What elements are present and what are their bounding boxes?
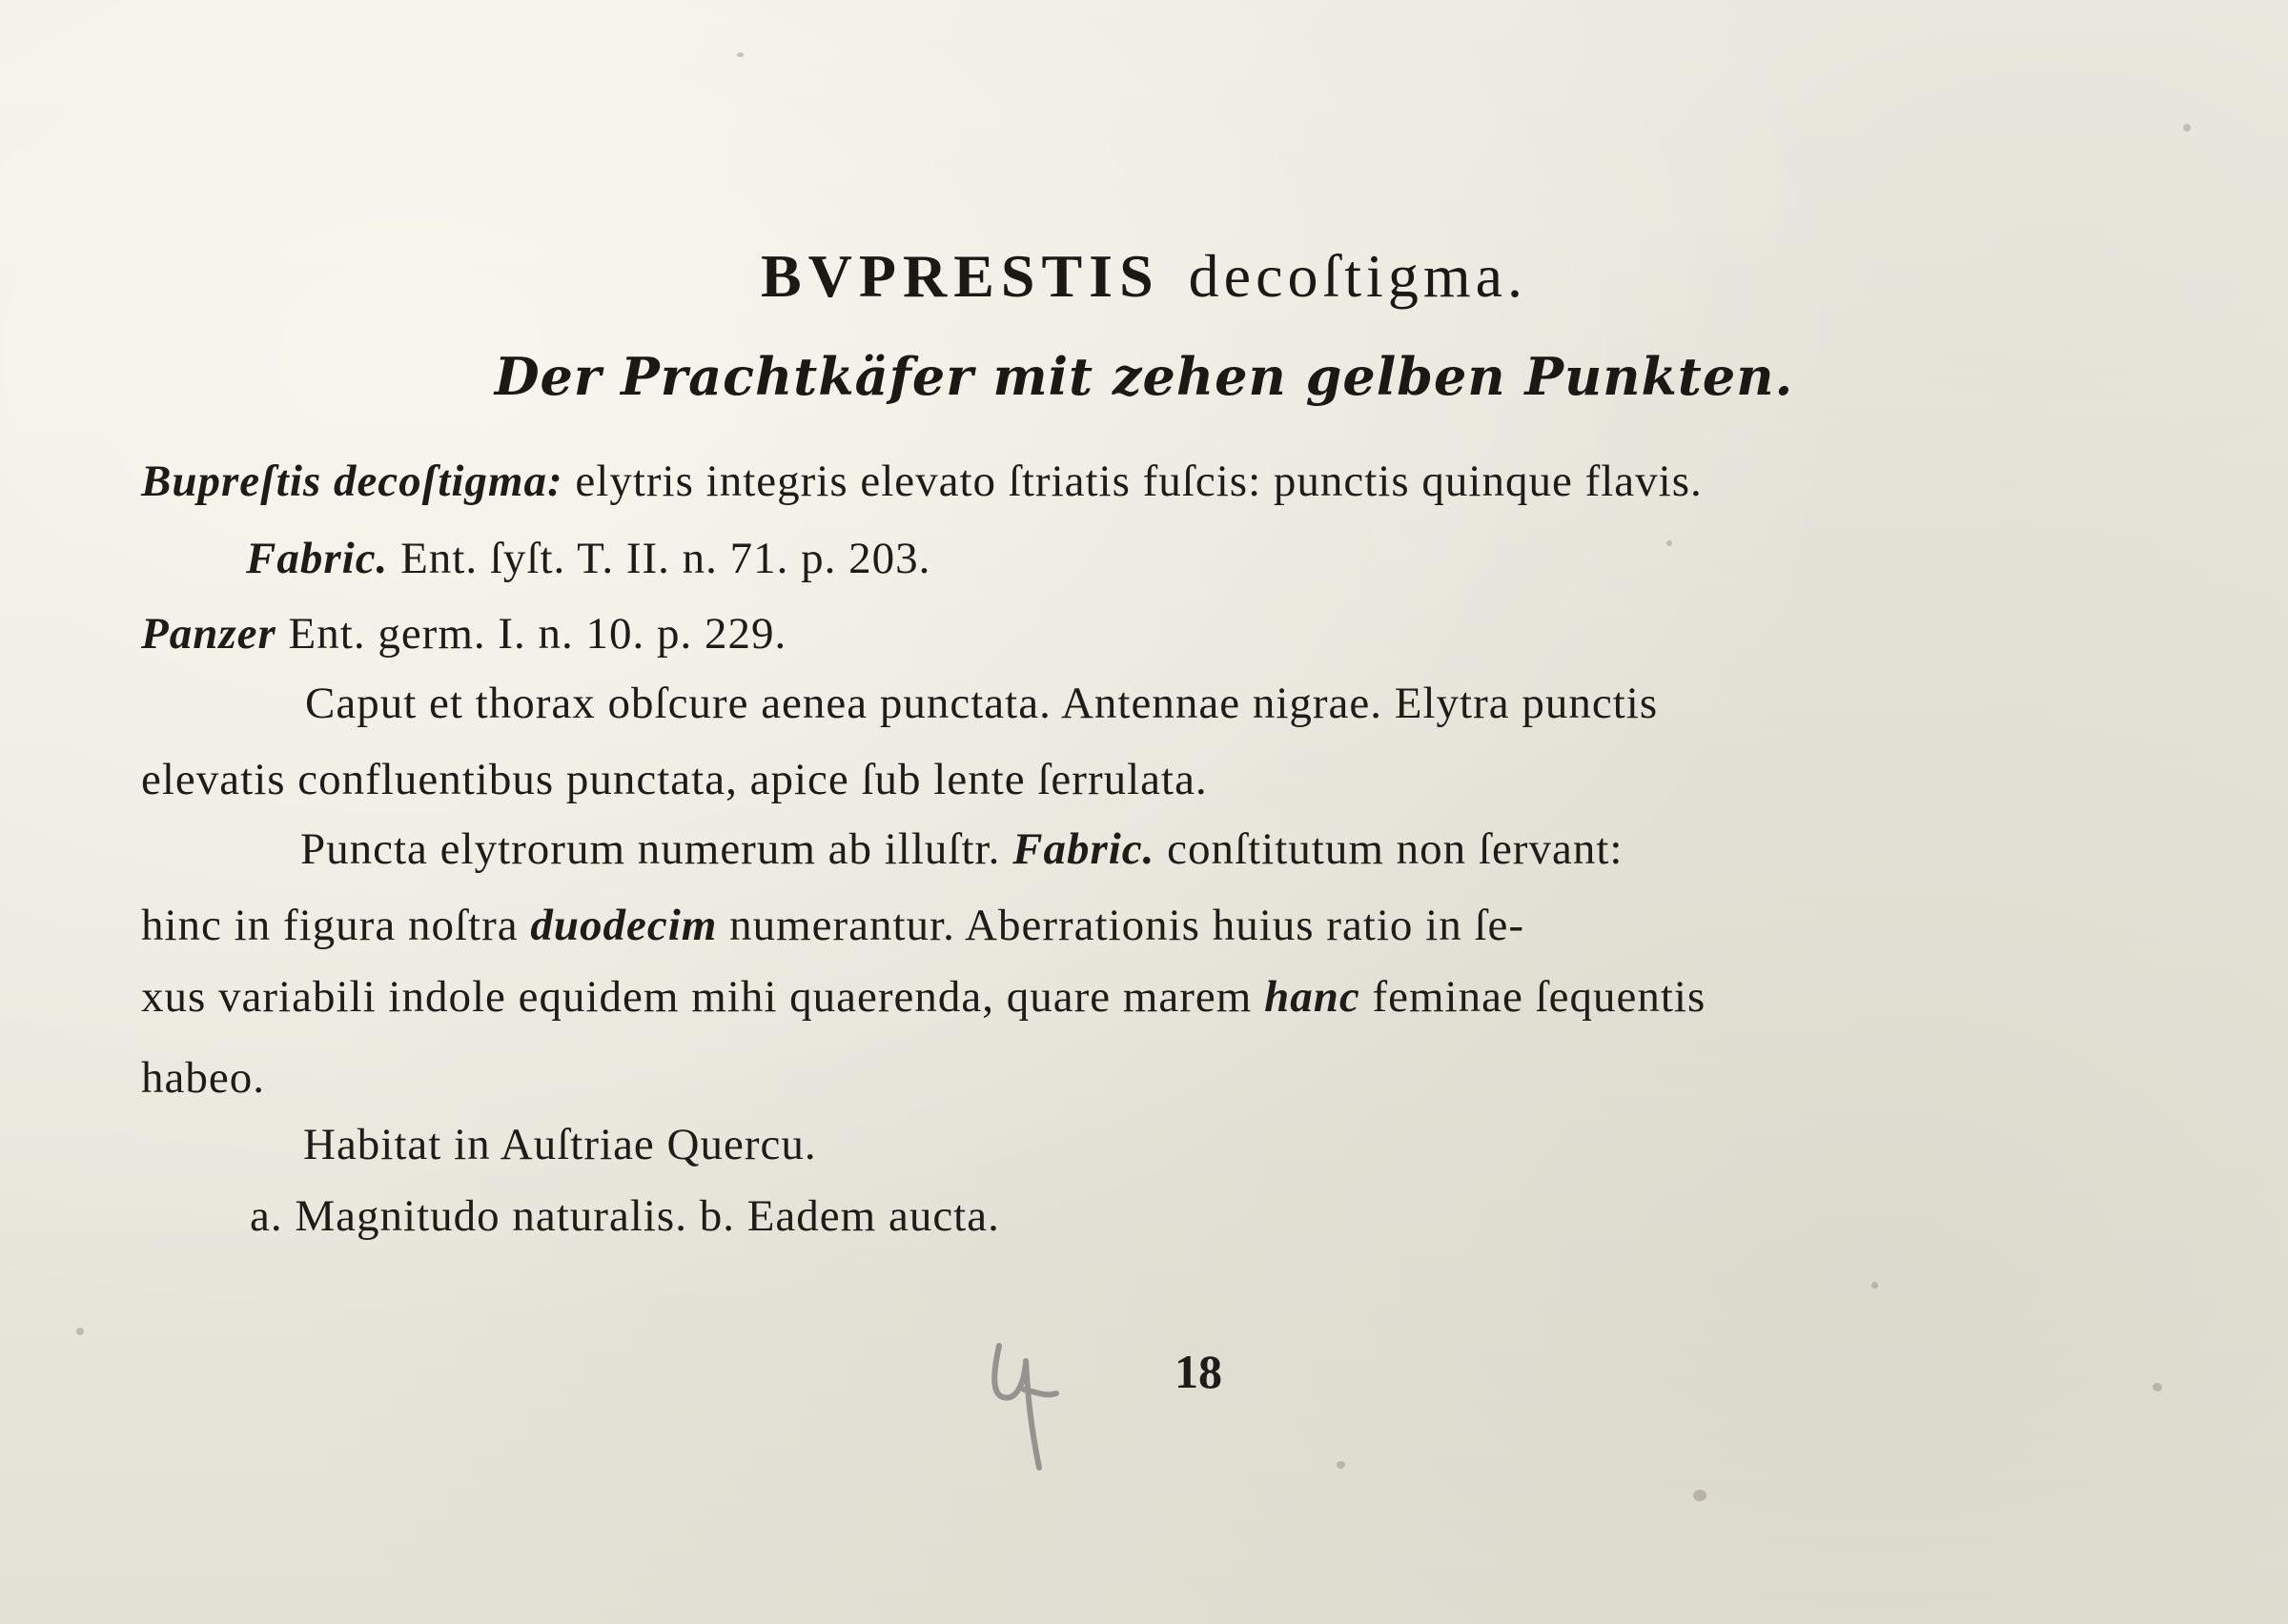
- paragraph-2-line-2-b: numerantur. Aberrationis huius ratio in ſe-: [729, 901, 1525, 950]
- paragraph-2-line-2-italic: duodecim: [530, 901, 718, 950]
- paragraph-2-line-3-a: xus variabili indole equidem mihi quaerenda, quare marem: [141, 972, 1253, 1022]
- synonym-1-text: elytris integris elevato ſtriatis fuſcis: punctis quinque flavis.: [575, 457, 1703, 506]
- page-number: 18: [1175, 1345, 1222, 1398]
- paper-speck: [2183, 124, 2191, 132]
- paragraph-2-line-1: [300, 824, 1624, 874]
- synonym-line-1: [141, 459, 1703, 504]
- synonym-1-name: Bupreſtis decoſtigma:: [141, 457, 563, 506]
- synonym-2-text: Ent. ſyſt. T. II. n. 71. p. 203.: [400, 534, 931, 583]
- paper-speck: [1337, 1461, 1345, 1469]
- page-subtitle: Der Prachtkäfer mit zehen gelben Punkten.: [494, 346, 1794, 407]
- synonym-line-3: [141, 609, 787, 659]
- paragraph-2-line-2-a: hinc in figura noſtra: [141, 901, 519, 950]
- paragraph-2-line-3-italic: hanc: [1264, 972, 1360, 1022]
- title-genus: BVPRESTIS: [760, 242, 1160, 310]
- paper-speck: [1871, 1282, 1878, 1289]
- paper-speck: [1666, 540, 1672, 546]
- synonym-2-author: Fabric.: [246, 534, 389, 583]
- synonym-3-author: Panzer: [141, 609, 276, 659]
- paragraph-2-line-4: habeo.: [141, 1053, 265, 1103]
- page-title: [0, 242, 2288, 310]
- title-species: decoſtigma.: [1188, 242, 1528, 310]
- paragraph-2-line-1-a: Puncta elytrorum numerum ab illuſtr.: [300, 824, 1001, 874]
- synonym-line-2: [246, 534, 931, 583]
- paragraph-2-line-3: [141, 972, 1706, 1022]
- paragraph-2-line-1-b: conſtitutum non ſervant:: [1167, 824, 1624, 874]
- paragraph-2-line-3-b: feminae ſequentis: [1372, 972, 1706, 1022]
- paragraph-2-line-2: [141, 903, 1524, 948]
- paper-speck: [76, 1328, 84, 1335]
- paragraph-1-line-1: Caput et thorax obſcure aenea punctata. Antennae nigrae. Elytra punctis: [305, 679, 1659, 728]
- paper-speck: [737, 52, 744, 57]
- paper-speck: [2153, 1383, 2162, 1391]
- habitat-line: Habitat in Auſtriae Quercu.: [303, 1120, 817, 1169]
- figure-caption: a. Magnitudo naturalis. b. Eadem aucta.: [250, 1191, 1000, 1241]
- paragraph-1-line-2: elevatis confluentibus punctata, apice ſub lente ſerrulata.: [141, 755, 1208, 804]
- synonym-3-text: Ent. germ. I. n. 10. p. 229.: [288, 609, 787, 659]
- pencil-mark-icon: [982, 1334, 1068, 1477]
- paragraph-2-line-1-italic: Fabric.: [1012, 824, 1155, 874]
- paper-speck: [1693, 1490, 1706, 1501]
